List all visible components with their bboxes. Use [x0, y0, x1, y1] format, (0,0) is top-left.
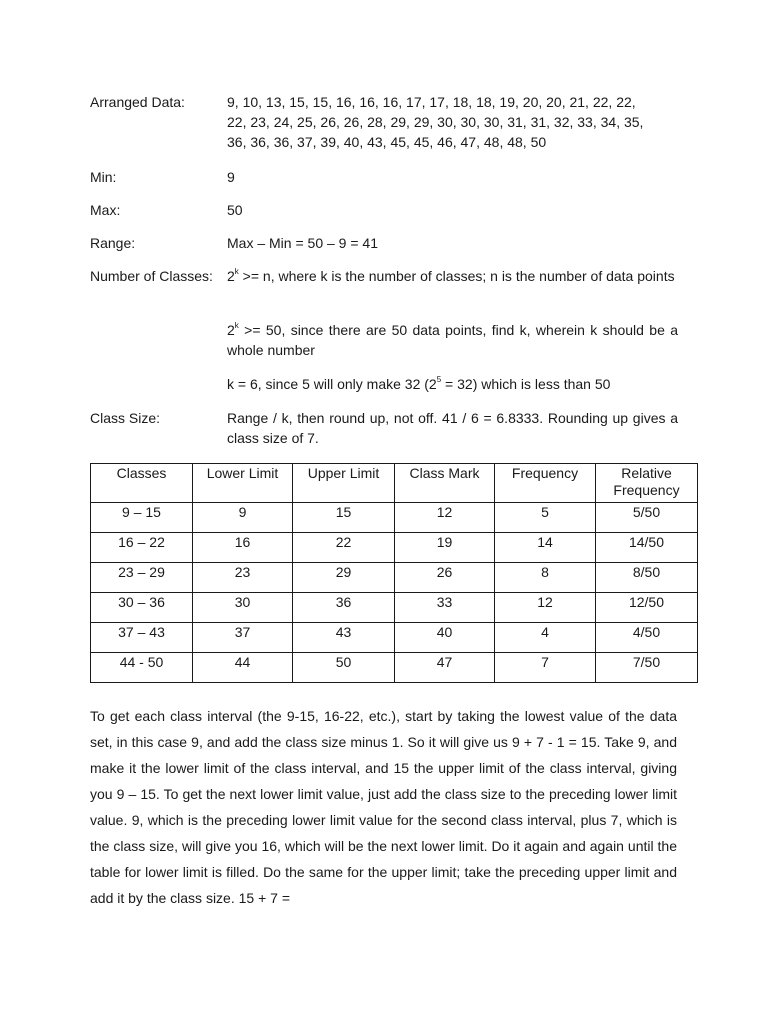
- number-of-classes-line-1: [227, 266, 678, 286]
- table-cell: 22: [293, 533, 395, 563]
- table-cell: 40: [395, 623, 495, 653]
- arranged-data-section: [90, 92, 678, 154]
- frequency-table: [90, 463, 698, 683]
- table-cell: 14: [495, 533, 596, 563]
- table-cell: 5/50: [596, 503, 698, 533]
- header-class-mark: Class Mark: [395, 464, 495, 503]
- table-cell: 23: [193, 563, 293, 593]
- number-of-classes-line-3: [227, 374, 678, 394]
- number-of-classes-text: >= 50, since there are 50 data points, find k, wherein k should be a whole number: [227, 322, 678, 358]
- min-label: Min:: [90, 169, 117, 185]
- table-cell: 37: [193, 623, 293, 653]
- table-cell: 44: [193, 653, 293, 683]
- table-cell: 4/50: [596, 623, 698, 653]
- arranged-data-line: 36, 36, 36, 37, 39, 40, 43, 45, 45, 46, 47, 48, 48, 50: [227, 134, 547, 150]
- max-section: [90, 200, 678, 220]
- arranged-data-line: 9, 10, 13, 15, 15, 16, 16, 16, 17, 17, 18, 18, 19, 20, 20, 21, 22, 22,: [227, 94, 636, 110]
- table-cell: 4: [495, 623, 596, 653]
- explanation-paragraph: To get each class interval (the 9-15, 16-22, etc.), start by taking the lowest value of the data set, in this case 9, and add the class size minus 1. So it will give us 9 + 7 - 1 = 15. Take 9, and make it the lower limit of the class interval, and 15 the upper limit of the class interval, giving you 9 – 15. To get the next lower limit value, just add the class size to the preceding lower limit value. 9, which is the preceding lower limit value for the second class interval, plus 7, which is the class size, will give you 16, which will be the next lower limit. Do it again and again until the table for lower limit is filled. Do the same for the upper limit; take the preceding upper limit and add it by the class size. 15 + 7 =: [90, 708, 677, 906]
- table-cell: 23 – 29: [91, 563, 193, 593]
- table-row: [91, 503, 698, 533]
- min-value: 9: [227, 169, 235, 185]
- class-size-section: [90, 408, 678, 450]
- table-cell: 8: [495, 563, 596, 593]
- power-exponent: k: [234, 321, 239, 331]
- table-cell: 9 – 15: [91, 503, 193, 533]
- table-row: [91, 593, 698, 623]
- table-cell: 12/50: [596, 593, 698, 623]
- number-of-classes-text: >= n, where k is the number of classes; n is the number of data points: [238, 268, 675, 284]
- table-cell: 15: [293, 503, 395, 533]
- header-relative-frequency: Relative Frequency: [596, 464, 698, 503]
- table-cell: 12: [495, 593, 596, 623]
- table-cell: 30: [193, 593, 293, 623]
- arranged-data-line: 22, 23, 24, 25, 26, 26, 28, 29, 29, 30, 30, 30, 31, 31, 32, 33, 34, 35,: [227, 114, 644, 130]
- power-base: 2: [227, 322, 235, 338]
- range-section: [90, 233, 678, 253]
- table-cell: 16 – 22: [91, 533, 193, 563]
- class-size-value: Range / k, then round up, not off. 41 / 6 = 6.8333. Rounding up gives a class size of 7.: [227, 410, 678, 446]
- number-of-classes-text: = 32) which is less than 50: [441, 376, 611, 392]
- header-frequency: Frequency: [495, 464, 596, 503]
- max-value: 50: [227, 202, 243, 218]
- min-section: [90, 167, 678, 187]
- table-cell: 30 – 36: [91, 593, 193, 623]
- table-cell: 9: [193, 503, 293, 533]
- table-cell: 14/50: [596, 533, 698, 563]
- header-classes: Classes: [91, 464, 193, 503]
- table-cell: 7: [495, 653, 596, 683]
- power-base: 2: [227, 268, 235, 284]
- table-cell: 19: [395, 533, 495, 563]
- number-of-classes-label: Number of Classes:: [90, 268, 213, 284]
- table-cell: 29: [293, 563, 395, 593]
- table-cell: 8/50: [596, 563, 698, 593]
- number-of-classes-line-2: [227, 320, 678, 360]
- table-cell: 50: [293, 653, 395, 683]
- table-cell: 47: [395, 653, 495, 683]
- table-row: [91, 623, 698, 653]
- table-cell: 5: [495, 503, 596, 533]
- table-row: [91, 533, 698, 563]
- table-row: [91, 653, 698, 683]
- number-of-classes-section: [90, 266, 678, 396]
- range-value: Max – Min = 50 – 9 = 41: [227, 235, 378, 251]
- table-cell: 12: [395, 503, 495, 533]
- table-cell: 33: [395, 593, 495, 623]
- table-cell: 16: [193, 533, 293, 563]
- number-of-classes-text: k = 6, since 5 will only make 32 (2: [227, 376, 437, 392]
- power-exponent: k: [234, 267, 239, 277]
- range-label: Range:: [90, 235, 136, 251]
- table-cell: 37 – 43: [91, 623, 193, 653]
- table-row: [91, 563, 698, 593]
- power-exponent: 5: [436, 375, 442, 385]
- table-header-row: [91, 464, 698, 503]
- table-cell: 44 - 50: [91, 653, 193, 683]
- arranged-data-values: [227, 92, 678, 152]
- class-size-label: Class Size:: [90, 410, 161, 426]
- arranged-data-label: Arranged Data:: [90, 94, 185, 110]
- table-cell: 7/50: [596, 653, 698, 683]
- header-lower-limit: Lower Limit: [193, 464, 293, 503]
- table-cell: 43: [293, 623, 395, 653]
- table-cell: 36: [293, 593, 395, 623]
- header-upper-limit: Upper Limit: [293, 464, 395, 503]
- max-label: Max:: [90, 202, 121, 218]
- table-cell: 26: [395, 563, 495, 593]
